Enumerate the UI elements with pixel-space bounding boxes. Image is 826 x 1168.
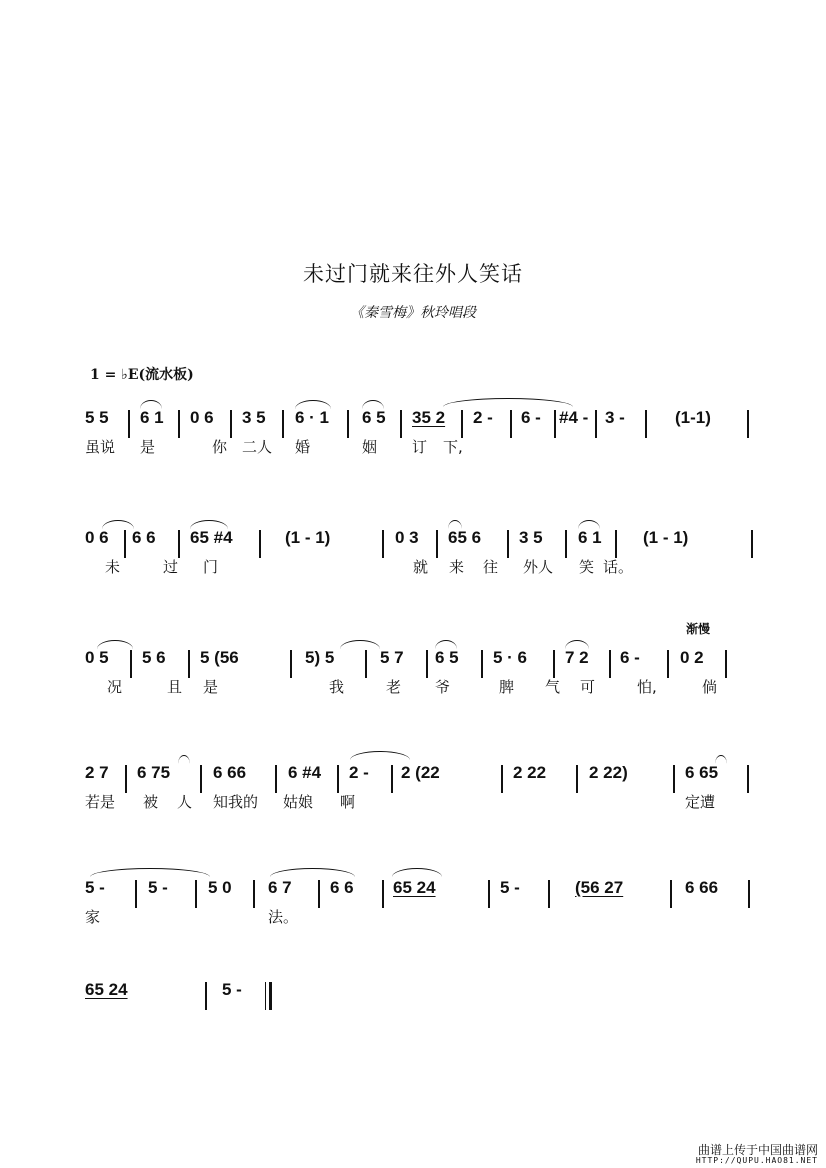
lyric: 知我的 [213,793,259,811]
barline [135,880,137,908]
note-group: 6 66 [685,878,719,897]
barline [507,530,509,558]
barline [751,530,753,558]
slur [443,398,573,407]
note-group: 6 66 [213,763,247,782]
note-group: 5 6 [142,648,166,667]
note-group: 5 - [222,980,242,999]
note-group: 5 - [148,878,168,897]
lyric: 二人 [242,438,273,456]
notes-row [85,528,765,558]
barline [124,530,126,558]
note-group: (1 - 1) [643,528,689,547]
note-group: 0 3 [395,528,419,547]
slur [340,640,380,649]
lyric: 若是 [85,793,116,811]
barline [230,410,232,438]
lyric: 你 [212,438,228,456]
slur [350,751,410,760]
barline [290,650,292,678]
barline [391,765,393,793]
note-group: 3 5 [242,408,266,427]
note-group: 2 22 [513,763,547,782]
barline [481,650,483,678]
note-group: 65 24 [393,878,436,897]
note-group: 6 6 [132,528,156,547]
lyric: 外人 [523,558,554,576]
note-group: (56 27 [575,878,624,897]
notes-row [85,878,765,908]
score-line-4 [85,733,765,823]
barline [178,530,180,558]
barline [576,765,578,793]
lyric: 是 [203,678,219,696]
barline [195,880,197,908]
barline [461,410,463,438]
barline [128,410,130,438]
lyric: 怕, [637,678,657,696]
note-group: 35 2 [412,408,446,427]
notes-row [85,763,765,793]
lyric: 人 [177,793,193,811]
notes-row [85,408,765,438]
lyric: 订 [412,438,428,456]
note-group: #4 - [559,408,589,427]
barline [554,410,556,438]
note-group: 2 - [473,408,493,427]
lyric: 且 [167,678,183,696]
note-group: 6 7 [268,878,292,897]
barline [200,765,202,793]
lyric: 家 [85,908,101,926]
barline [510,410,512,438]
note-group: 6 6 [330,878,354,897]
lyric: 可 [580,678,596,696]
note-group: 5 (56 [200,648,239,667]
barline [673,765,675,793]
notes-row [85,648,765,678]
lyric: 倘 [702,678,718,696]
barline [130,650,132,678]
lyric: 老 [386,678,402,696]
note-group: 2 - [349,763,369,782]
barline [747,410,749,438]
barline [205,982,207,1010]
lyric: 啊 [340,793,356,811]
lyrics-row [85,906,765,932]
watermark-site-url: HTTP://QUPU.HAO81.NET [695,1156,818,1165]
barline [259,530,261,558]
note-group: 6 5 [435,648,459,667]
lyric: 下, [443,438,463,456]
final-barline-thin [265,982,266,1010]
barline [275,765,277,793]
lyric: 姻 [362,438,378,456]
note-group: 6 · 1 [295,408,330,427]
lyrics-row [85,676,765,702]
slur [90,868,210,877]
lyric: 话。 [603,558,634,576]
note-group: 2 22) [589,763,628,782]
final-barline-thick [269,982,272,1010]
note-group: 5 · 6 [493,648,528,667]
lyric: 被 [143,793,159,811]
note-group: 0 6 [85,528,109,547]
barline [178,410,180,438]
lyric: 是 [140,438,156,456]
lyric: 气 [545,678,561,696]
lyric: 虽说 [85,438,116,456]
note-group: 7 2 [565,648,589,667]
note-group: 6 #4 [288,763,322,782]
note-group: 6 1 [140,408,164,427]
barline [253,880,255,908]
note-group: 5) 5 [305,648,335,667]
barline [347,410,349,438]
score-subtitle: 《秦雪梅》秋玲唱段 [350,305,476,321]
lyric: 脾 [499,678,515,696]
tempo-marking: 渐慢 [686,622,711,636]
barline [748,880,750,908]
barline [670,880,672,908]
barline [565,530,567,558]
note-group: 0 2 [680,648,704,667]
lyric: 笑 [579,558,595,576]
note-group: 0 6 [190,408,214,427]
lyric: 法。 [268,908,299,926]
lyric: 定遭 [685,793,716,811]
barline [609,650,611,678]
barline [125,765,127,793]
barline [747,765,749,793]
note-group: 65 24 [85,980,128,999]
note-group: 65 6 [448,528,482,547]
lyric: 爷 [435,678,451,696]
barline [553,650,555,678]
barline [488,880,490,908]
lyrics-row [85,436,765,462]
note-group: 3 - [605,408,625,427]
note-group: 5 - [500,878,520,897]
score-line-2 [85,498,765,588]
note-group: 5 0 [208,878,232,897]
note-group: 2 (22 [401,763,440,782]
lyric: 未 [105,558,121,576]
lyric: 门 [203,558,219,576]
notes-row [85,980,765,1010]
lyric: 我 [329,678,345,696]
barline [365,650,367,678]
lyrics-row [85,791,765,817]
note-group: (1-1) [675,408,711,427]
barline [548,880,550,908]
barline [318,880,320,908]
note-group: (1 - 1) [285,528,331,547]
lyric: 来 [449,558,465,576]
score-line-1 [85,378,765,468]
barline [188,650,190,678]
barline [382,530,384,558]
lyrics-row [85,556,765,582]
note-group: 6 - [521,408,541,427]
note-group: 6 75 [137,763,171,782]
lyric: 姑娘 [283,793,314,811]
note-group: 6 5 [362,408,386,427]
note-group: 65 #4 [190,528,233,547]
note-group: 6 - [620,648,640,667]
score-line-5 [85,848,765,938]
score-line-6 [85,950,765,1040]
note-group: 3 5 [519,528,543,547]
note-group: 5 - [85,878,105,897]
note-group: 6 1 [578,528,602,547]
barline [667,650,669,678]
key-signature: 1 = ♭E(流水板) [90,367,194,383]
barline [645,410,647,438]
barline [436,530,438,558]
barline [426,650,428,678]
watermark-site-name: 曲谱上传于中国曲谱网 [697,1143,818,1157]
barline [615,530,617,558]
barline [595,410,597,438]
lyric: 过 [163,558,179,576]
lyric: 往 [483,558,499,576]
note-group: 6 65 [685,763,719,782]
slur [270,868,355,877]
lyric: 况 [107,678,123,696]
score-line-3 [85,618,765,708]
note-group: 2 7 [85,763,109,782]
note-group: 5 7 [380,648,404,667]
score-title: 未过门就来往外人笑话 [303,262,523,286]
barline [337,765,339,793]
slur [178,755,190,764]
barline [400,410,402,438]
note-group: 0 5 [85,648,109,667]
note-group: 5 5 [85,408,109,427]
lyric: 婚 [295,438,311,456]
barline [382,880,384,908]
barline [282,410,284,438]
lyric: 就 [413,558,429,576]
barline [725,650,727,678]
slur [392,868,442,877]
barline [501,765,503,793]
